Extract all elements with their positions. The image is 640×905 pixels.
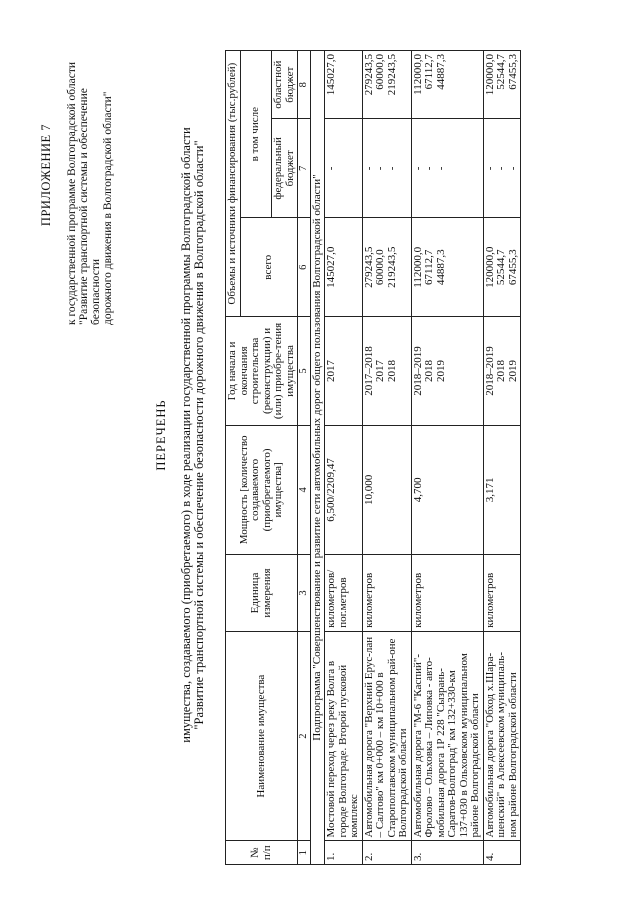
- row-years: [483, 317, 521, 425]
- row-unit: километров: [411, 555, 483, 632]
- row-regional-value: 52544,7: [495, 54, 507, 90]
- row-capacity: 4,700: [411, 425, 483, 555]
- row-federal-value: -: [385, 166, 398, 171]
- row-total-value: 145027,0: [325, 246, 337, 288]
- row-federal-value: -: [374, 166, 386, 171]
- row-regional-value: 120000,0: [483, 54, 496, 96]
- row-num: 4.: [483, 841, 521, 865]
- row-num: 1.: [325, 841, 363, 865]
- header-federal: федеральный бюджет: [272, 119, 298, 218]
- row-year-value: 2018–2019: [483, 346, 496, 396]
- row-federal: [483, 119, 521, 218]
- column-number: 2: [298, 631, 311, 841]
- row-name: Автомобильная дорога "М-6 "Каспий"-Фролово – Ольховка – Липовка - авто-мобильная дорога 1Р 228 "Сызрань-Саратов-Волгоград" км 132+330-км 137+030 в Ольховском муниципальном районе Волгоградской области: [411, 631, 483, 841]
- row-total-value: 112000,0: [411, 246, 424, 288]
- row-regional: [325, 51, 363, 119]
- header-incl: в том числе: [240, 51, 272, 218]
- row-regional-value: 67455,3: [506, 54, 519, 90]
- row-total: [483, 218, 521, 317]
- table-row: [411, 51, 483, 865]
- row-year-value: 2019: [506, 359, 519, 382]
- row-federal-value: -: [411, 166, 424, 171]
- row-capacity: 3,171: [483, 425, 521, 555]
- appendix-line: "Развитие транспортной системы и обеспечение безопасности: [78, 88, 102, 325]
- row-regional-value: 279243,5: [362, 54, 375, 96]
- row-federal-value: -: [423, 166, 435, 171]
- row-year-value: 2017: [325, 359, 337, 382]
- row-name: Автомобильная дорога "Обход х.Шара-шенский" в Алексеевском муниципаль-ном районе Волгоградской области: [483, 631, 521, 841]
- appendix-line: к государственной программе Волгоградской области: [66, 62, 78, 325]
- row-total-value: 279243,5: [362, 246, 375, 288]
- row-total-value: 120000,0: [483, 246, 496, 288]
- row-federal-value: -: [495, 166, 507, 171]
- row-total-value: 67112,7: [423, 249, 435, 285]
- column-number: 4: [298, 425, 311, 555]
- row-federal-value: -: [325, 166, 337, 171]
- row-year-value: 2017–2018: [362, 346, 375, 396]
- row-regional-value: 112000,0: [411, 54, 424, 95]
- row-unit: километров/ пог.метров: [325, 555, 363, 632]
- appendix-title: ПРИЛОЖЕНИЕ 7: [39, 123, 53, 227]
- header-unit: Единица измерения: [226, 555, 298, 632]
- row-total-value: 44887,3: [434, 249, 447, 286]
- appendix-line: дорожного движения в Волгоградской области": [102, 91, 114, 325]
- row-regional-value: 219243,5: [385, 54, 398, 96]
- row-regional-value: 60000,0: [374, 54, 386, 90]
- document-title-block: [155, 85, 206, 785]
- row-years: [325, 317, 363, 425]
- row-num: 3.: [411, 841, 483, 865]
- row-year-value: 2018: [423, 359, 435, 382]
- column-number: 1: [298, 841, 311, 865]
- row-regional: [362, 51, 411, 119]
- row-total-value: 219243,5: [385, 246, 398, 288]
- column-number: 7: [298, 119, 311, 218]
- row-federal: [411, 119, 483, 218]
- row-unit: километров: [362, 555, 411, 632]
- row-total: [325, 218, 363, 317]
- row-total: [362, 218, 411, 317]
- row-year-value: 2017: [374, 359, 386, 382]
- header-capacity: Мощность [количество создаваемого (приобретаемого) имущества]: [226, 425, 298, 555]
- row-capacity: 6,500/2209,47: [325, 425, 363, 555]
- row-unit: километров: [483, 555, 521, 632]
- document-title: ПЕРЕЧЕНЬ: [154, 399, 168, 471]
- table-row: [325, 51, 363, 865]
- row-total: [411, 218, 483, 317]
- row-federal: [325, 119, 363, 218]
- row-year-value: 2018: [385, 359, 398, 382]
- subprogram-title: Подпрограмма "Совершенствование и развитие сети автомобильных дорог общего пользования Волгоградской области": [310, 51, 325, 865]
- row-capacity: 10,000: [362, 425, 411, 555]
- row-federal-value: -: [483, 166, 496, 171]
- header-num: № п/п: [226, 841, 298, 865]
- row-federal-value: -: [506, 166, 519, 171]
- row-regional-value: 67112,7: [423, 54, 435, 90]
- row-years: [362, 317, 411, 425]
- header-name: Наименование имущества: [226, 631, 298, 841]
- row-federal-value: -: [434, 166, 447, 171]
- row-total-value: 60000,0: [374, 249, 386, 286]
- column-number: 6: [298, 218, 311, 317]
- row-federal-value: -: [362, 166, 375, 171]
- header-year: Год начала и окончания строительства (реконструкции) и (или) приобре-тения имущества: [226, 317, 298, 425]
- table-row: [483, 51, 521, 865]
- row-total-value: 67455,3: [506, 249, 519, 286]
- header-total: всего: [240, 218, 298, 317]
- row-federal: [362, 119, 411, 218]
- row-name: Мостовой переход через реку Волга в городе Волгограде. Второй пусковой комплекс: [325, 631, 363, 841]
- table-row: [362, 51, 411, 865]
- row-year-value: 2019: [434, 359, 447, 382]
- header-regional: областной бюджет: [272, 51, 298, 119]
- column-number-row: [298, 51, 311, 865]
- row-regional-value: 145027,0: [325, 54, 337, 96]
- column-number: 5: [298, 317, 311, 425]
- row-name: Автомобильная дорога "Верхний Ерус-лан – Салтово" км 0+000 – км 10+000 в Старополтавском муниципальном рай-оне Волгоградской области: [362, 631, 411, 841]
- column-number: 3: [298, 555, 311, 632]
- property-table: [225, 50, 521, 865]
- row-regional: [483, 51, 521, 119]
- column-number: 8: [298, 51, 311, 119]
- row-total-value: 52544,7: [495, 249, 507, 286]
- appendix-header: [40, 25, 114, 325]
- document-subtitle-line: имущества, создаваемого (приобретаемого) в ходе реализации государственной программы Волгоградской области: [179, 127, 193, 743]
- document-subtitle-line: "Развитие транспортной системы и обеспечение безопасности дорожного движения в Волгоградской области": [192, 140, 206, 730]
- row-regional: [411, 51, 483, 119]
- row-year-value: 2018: [495, 359, 507, 382]
- row-years: [411, 317, 483, 425]
- row-year-value: 2018–2019: [411, 346, 424, 396]
- row-num: 2.: [362, 841, 411, 865]
- header-funding: Объемы и источники финансирования (тыс.рублей): [226, 51, 241, 317]
- row-regional-value: 44887,3: [434, 54, 447, 90]
